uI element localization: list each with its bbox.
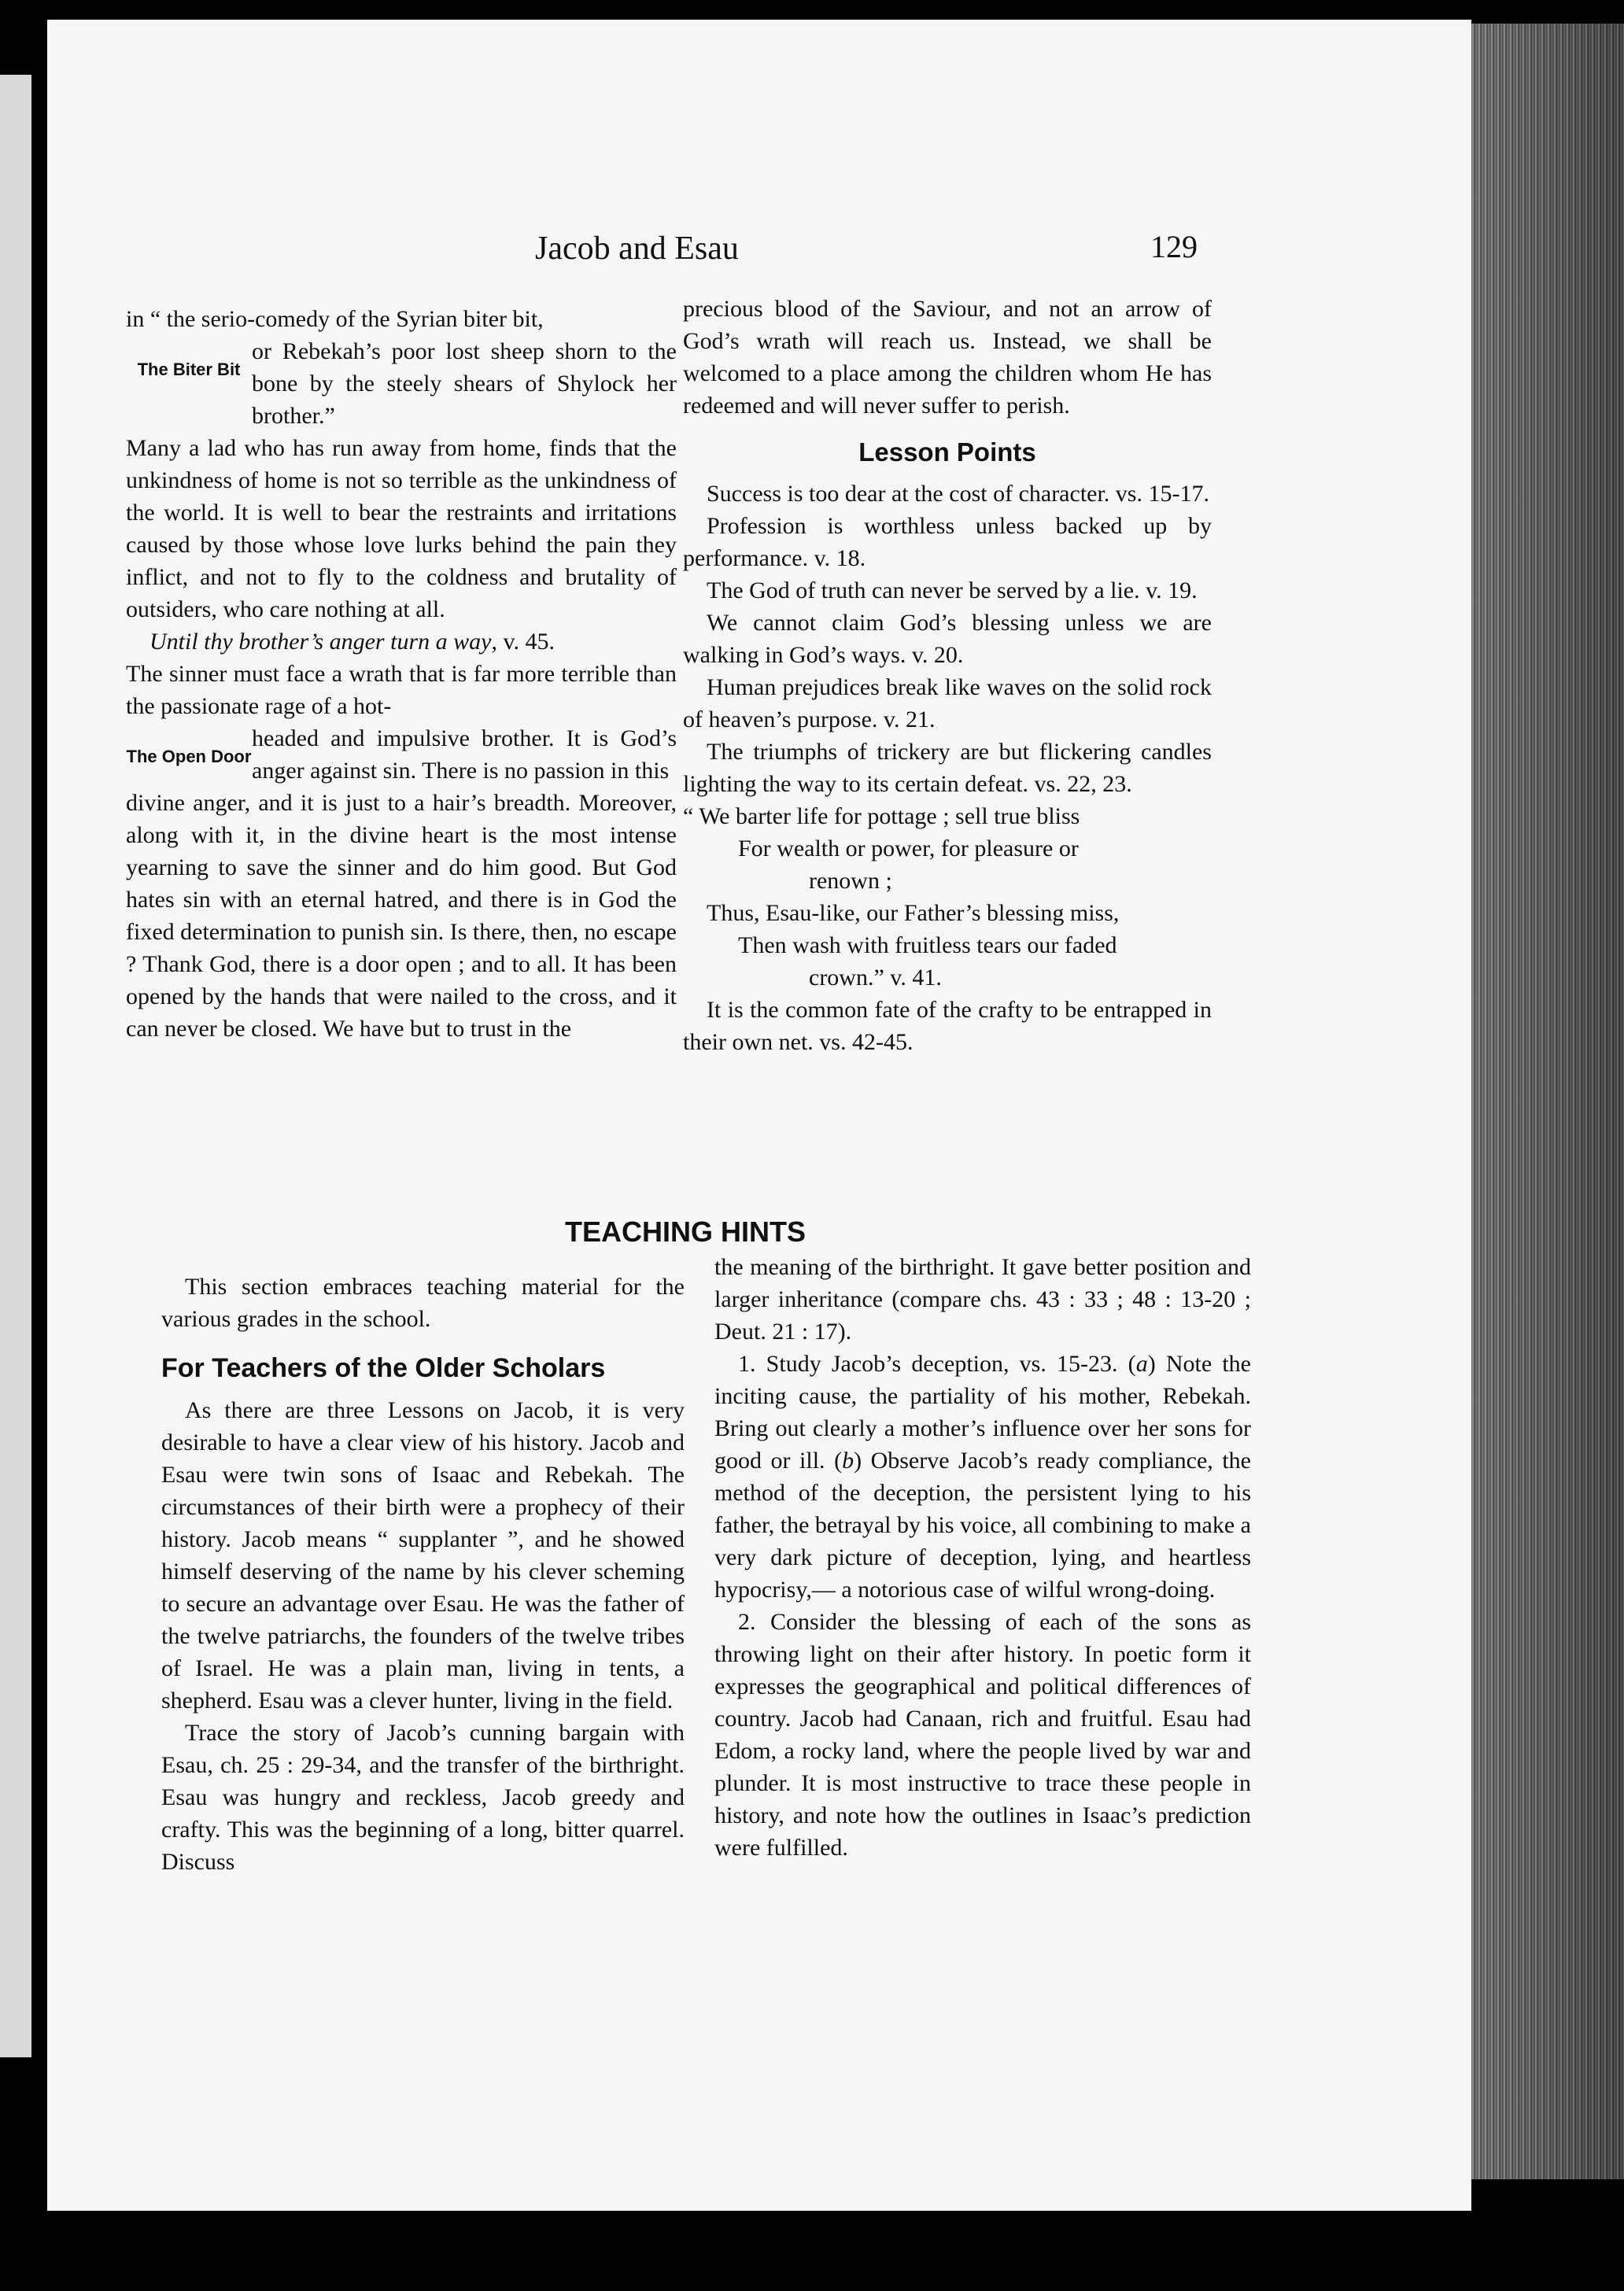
- lesson-point: The triumphs of trickery are but flickering candles lighting the way to its certain defeat. vs. 22, 23.: [683, 739, 1212, 797]
- poem-line: “ We barter life for pottage ; sell true bliss: [683, 803, 1080, 829]
- lesson-points-heading: Lesson Points: [858, 437, 1036, 467]
- teaching-paragraph: As there are three Lessons on Jacob, it is very desirable to have a clear view of his history. Jacob and Esau were twin sons of Isaac and Rebekah. The circumstances of their birth were a prophecy of their history. Jacob means “ supplanter ”, and he showed himself deserving of the name by his clever scheming to secure an advantage over Esau. He was the father of the twelve patriarchs, the founders of the twelve tribes of Israel. He was a plain man, living in tents, a shepherd. Esau was a clever hunter, living in the field.: [161, 1397, 685, 1714]
- paragraph-continued: precious blood of the Saviour, and not an arrow of God’s wrath will reach us. Instead, we shall be welcomed to a place among the children whom He has redeemed and will never suffer to perish.: [683, 296, 1212, 419]
- lesson-point: We cannot claim God’s blessing unless we are walking in God’s ways. v. 20.: [683, 610, 1212, 668]
- teaching-paragraph: [714, 1348, 1251, 1606]
- teaching-paragraph: the meaning of the birthright. It gave better position and larger inheritance (compare chs. 43 : 33 ; 48 : 13-20 ; Deut. 21 : 17).: [714, 1254, 1251, 1345]
- teaching-left-column: [161, 1271, 685, 1878]
- lesson-point: The God of truth can never be served by a lie. v. 19.: [707, 577, 1198, 603]
- poem-line: For wealth or power, for pleasure or: [738, 836, 1079, 861]
- poem-line: Thus, Esau-like, our Father’s blessing miss,: [707, 900, 1120, 926]
- teaching-hints-title: TEACHING HINTS: [565, 1216, 806, 1248]
- scripture-ref: , v. 45.: [491, 629, 555, 655]
- poem-line: Then wash with fruitless tears our faded: [738, 932, 1117, 958]
- paragraph-side-text: or Rebekah’s poor lost sheep shorn to the bone by the steely shears of Shylock her brother.”: [252, 338, 677, 429]
- sidenote-block-biter: [126, 335, 677, 432]
- text-run: 1. Study Jacob’s deception, vs. 15-23. (: [738, 1351, 1136, 1377]
- scripture-quote-end: way: [453, 629, 492, 655]
- running-title: Jacob and Esau: [535, 231, 739, 267]
- poem: [683, 800, 1212, 994]
- left-column: [126, 303, 677, 1045]
- text-run: b: [842, 1448, 854, 1474]
- right-column: [683, 293, 1212, 1058]
- text-run: ) Note the inciting cause, the partiality of his mother, Rebekah. Bring out clearly a mother’s influence over her sons for good or ill. (: [714, 1351, 1251, 1474]
- page-number: 129: [1150, 229, 1198, 264]
- sidenote-block-open-door: [126, 722, 677, 787]
- paragraph-side-text: headed and impulsive brother. It is God’s anger against sin. There is no passion in this: [252, 725, 677, 784]
- sidenote-biter-bit: The Biter Bit: [137, 360, 241, 379]
- text-run: a: [1135, 1351, 1148, 1377]
- teaching-intro: This section embraces teaching material for the various grades in the school.: [161, 1274, 685, 1332]
- text-run: ) Observe Jacob’s ready compliance, the method of the deception, the persistent lying to his father, the betrayal by his voice, all combining to make a very dark picture of deception, lying, and heartless hypocrisy,— a notorious case of wilful wrong-doing.: [714, 1448, 1251, 1603]
- paragraph-intro: in “ the serio-comedy of the Syrian biter bit,: [126, 306, 544, 332]
- lesson-point: Profession is worthless unless backed up by performance. v. 18.: [683, 513, 1212, 571]
- poem-line: crown.” v. 41.: [809, 965, 942, 991]
- paragraph-body: Many a lad who has run away from home, finds that the unkindness of home is not so terrible as the unkindness of the world. It is well to bear the restraints and irritations caused by those whose love lurks behind the pain they inflict, and not to fly to the coldness and brutality of outsiders, who care nothing at all.: [126, 435, 677, 622]
- teaching-paragraph: 2. Consider the blessing of each of the sons as throwing light on their after history. In poetic form it expresses the geographical and political differences of country. Jacob had Canaan, rich and fruitful. Esau had Edom, a rocky land, where the people lived by war and plunder. It is most instructive to trace these people in history, and note how the outlines in Isaac’s prediction were fulfilled.: [714, 1609, 1251, 1861]
- lesson-point: Success is too dear at the cost of character. vs. 15-17.: [707, 481, 1209, 507]
- lesson-point: It is the common fate of the crafty to be entrapped in their own net. vs. 42-45.: [683, 997, 1212, 1055]
- teaching-paragraph: Trace the story of Jacob’s cunning bargain with Esau, ch. 25 : 29-34, and the transfer of the birthright. Esau was hungry and reckless, Jacob greedy and crafty. This was the beginning of a long, bitter quarrel. Discuss: [161, 1720, 685, 1875]
- older-scholars-heading: For Teachers of the Older Scholars: [161, 1353, 606, 1383]
- paragraph-body: The sinner must face a wrath that is far more terrible than the passionate rage of a hot-: [126, 661, 677, 719]
- paragraph-body: divine anger, and it is just to a hair’s breadth. Moreover, along with it, in the divine heart is the most intense yearning to save the sinner and do him good. But God hates sin with an eternal hatred, and there is in God the fixed determination to punish sin. Is there, then, no escape ? Thank God, there is a door open ; and to all. It has been opened by the hands that were nailed to the cross, and it can never be closed. We have but to trust in the: [126, 790, 677, 1042]
- sidenote-open-door: The Open Door: [126, 747, 252, 766]
- facing-page-edge: [0, 75, 31, 2057]
- poem-line: renown ;: [809, 868, 892, 894]
- scripture-quote: Until thy brother’s anger turn a: [149, 629, 454, 655]
- paragraph-quote: [126, 625, 677, 658]
- teaching-right-column: [714, 1251, 1251, 1864]
- lesson-point: Human prejudices break like waves on the solid rock of heaven’s purpose. v. 21.: [683, 674, 1212, 732]
